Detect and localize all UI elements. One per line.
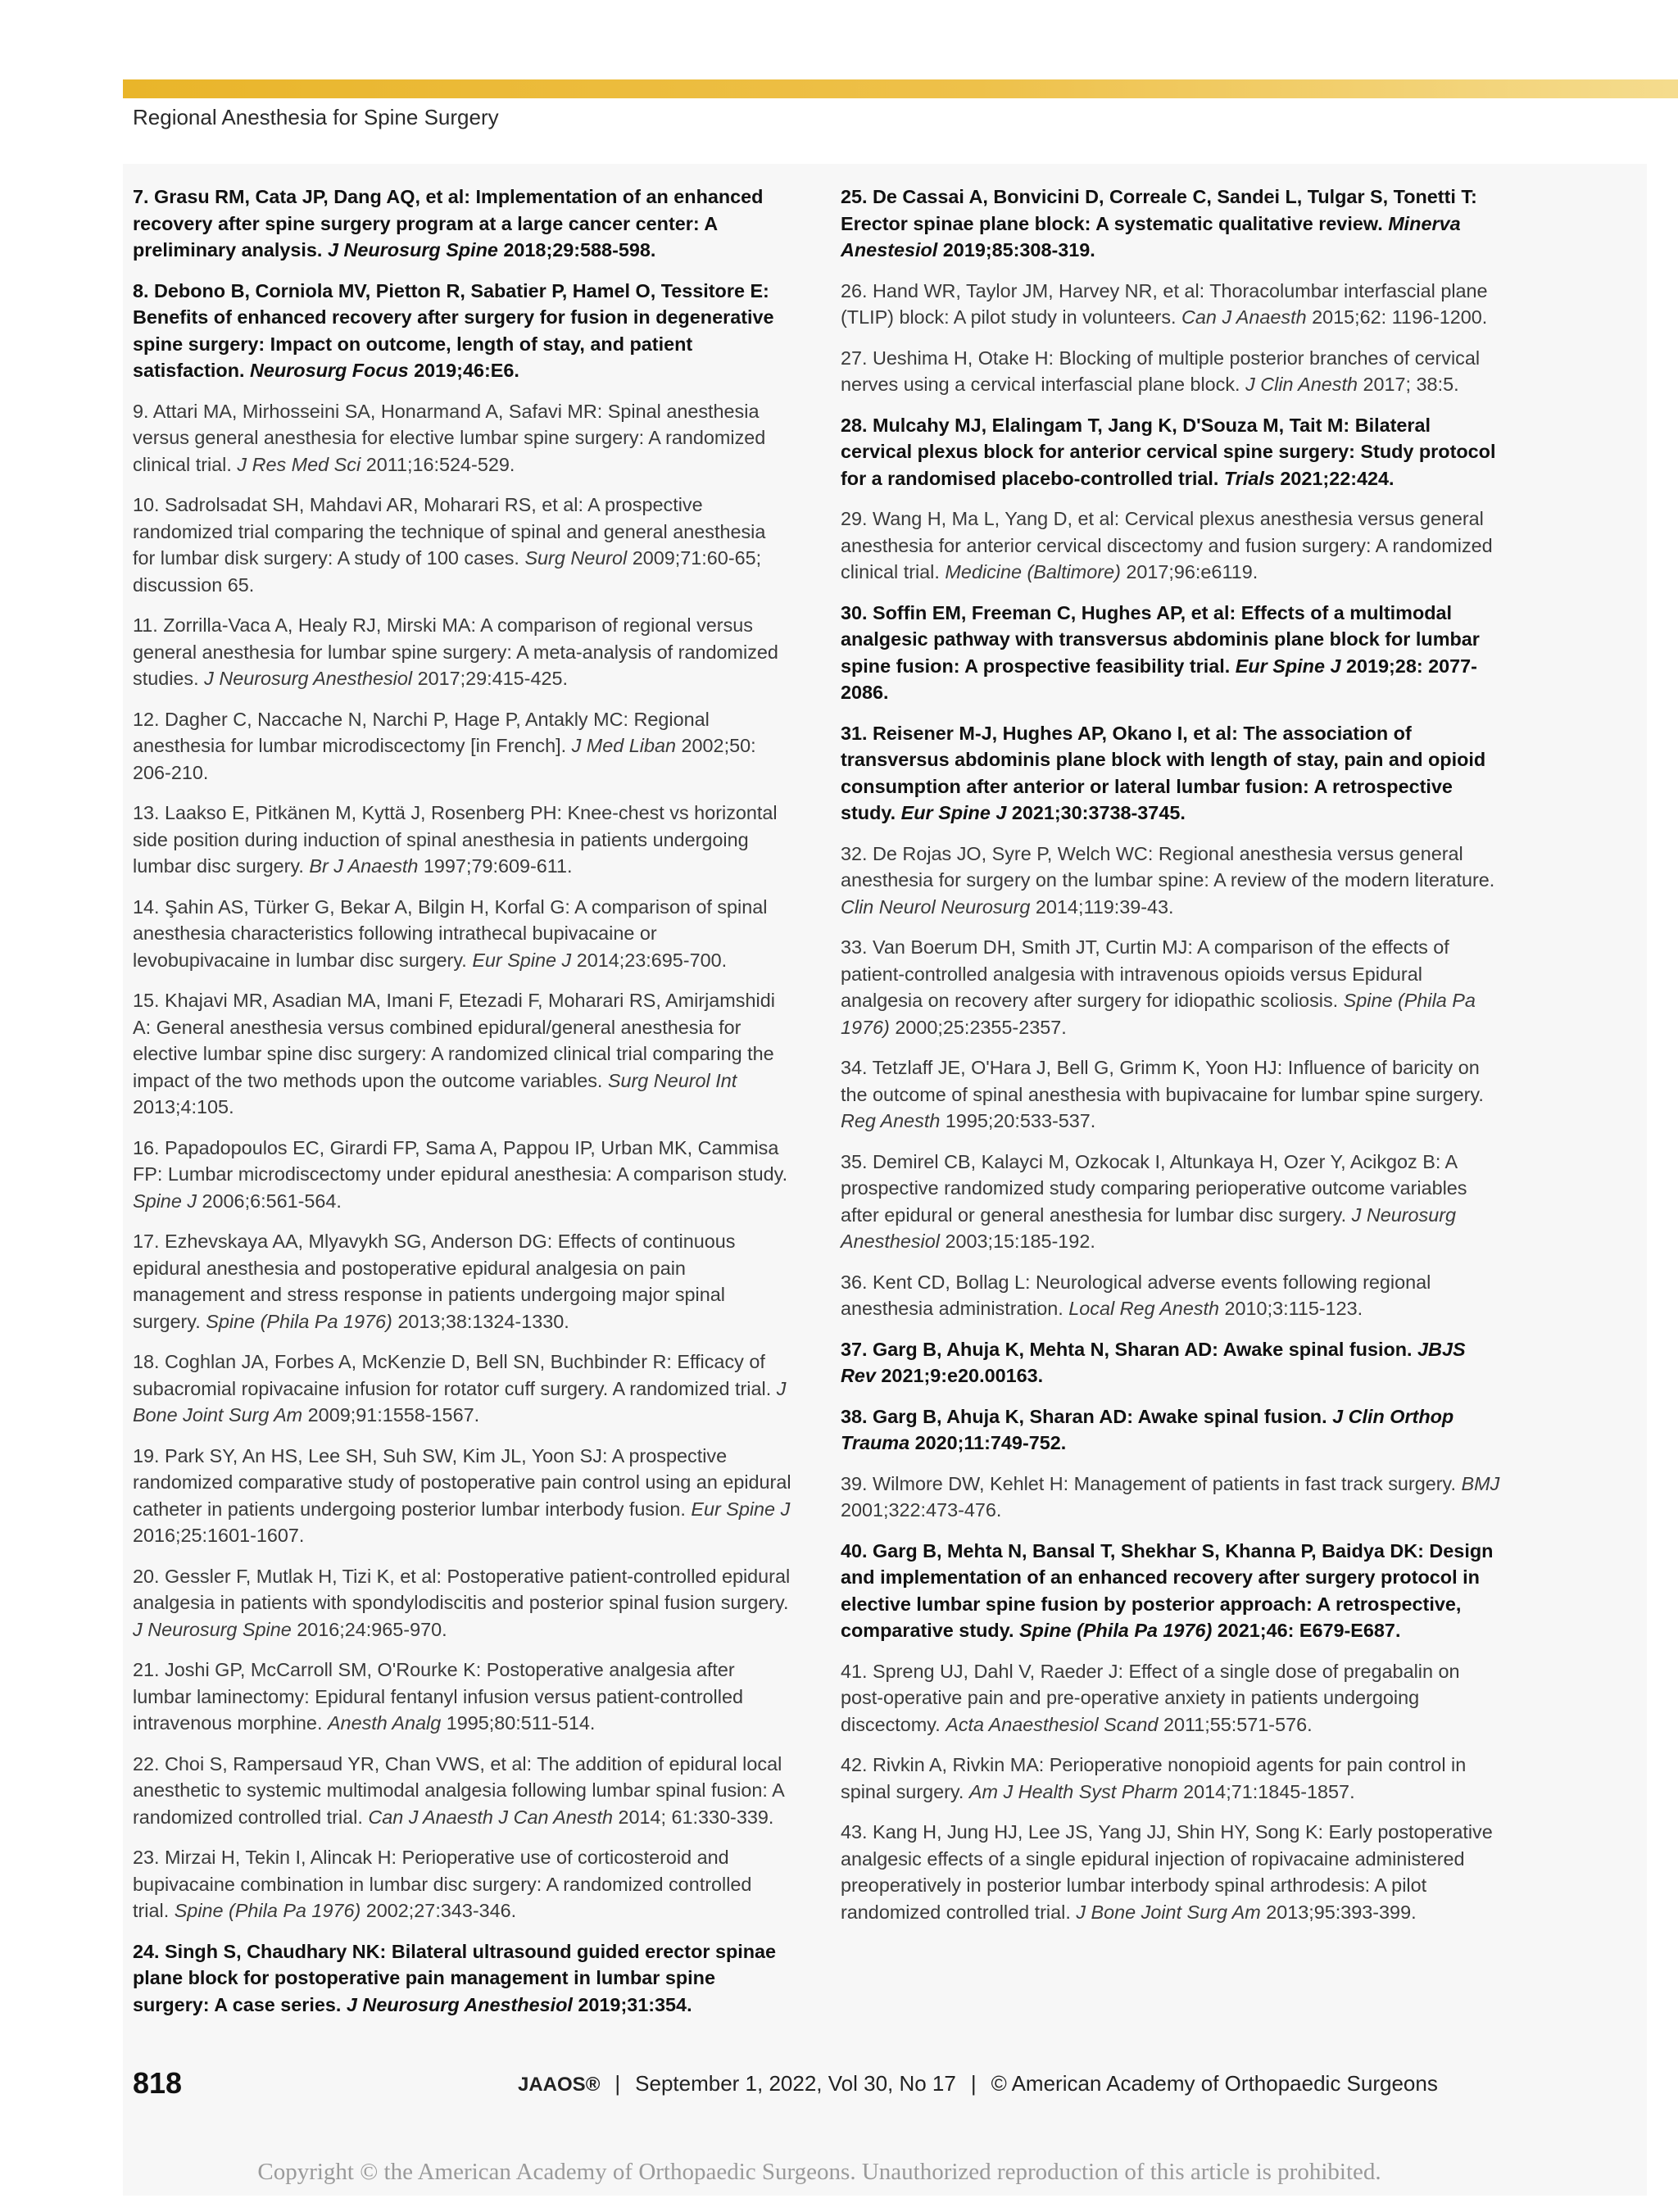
reference-item [841,600,1501,706]
reference-number: 41. [841,1660,868,1682]
reference-item [133,706,793,786]
reference-item [841,1403,1501,1457]
reference-text: Van Boerum DH, Smith JT, Curtin MJ: A comparison of the effects of patient-controlled analgesia with intravenous opioids versus Epidural analgesia on recovery after surgery for idiopathic scoliosis. [841,936,1449,1011]
reference-text: Choi S, Rampersaud YR, Chan VWS, et al: The addition of epidural local anesthetic to systemic multimodal analgesia following lumbar spinal fusion: A randomized controlled trial. [133,1752,784,1828]
footer-citation [518,2071,1501,2096]
reference-text: Laakso E, Pitkänen M, Kyttä J, Rosenberg PH: Knee-chest vs horizontal side position during induction of spinal anesthesia in patients undergoing lumbar disc surgery. [133,802,778,877]
reference-journal: J Clin Orthop Trauma [841,1405,1454,1453]
reference-citation: 2017; 38:5. [1363,374,1459,395]
reference-journal: J Res Med Sci [237,453,361,475]
reference-item [133,1938,793,2019]
reference-citation: 2009;71:60-65; discussion 65. [133,547,762,596]
reference-number: 33. [841,936,868,958]
reference-number: 9. [133,400,149,422]
reference-journal: Neurosurg Focus [249,360,409,381]
reference-number: 39. [841,1472,868,1494]
reference-journal: Spine (Phila Pa 1976) [206,1310,392,1332]
reference-journal: Clin Neurol Neurosurg [841,895,1031,918]
reference-text: Demirel CB, Kalayci M, Ozkocak I, Altunkaya H, Ozer Y, Acikgoz B: A prospective randomized study comparing perioperative outcome variables after epidural or general anesthesia for lumbar disc surgery. [841,1150,1467,1226]
reference-text: Wilmore DW, Kehlet H: Management of patients in fast track surgery. [873,1472,1456,1494]
reference-journal: Br J Anaesth [309,855,419,877]
reference-number: 25. [841,186,868,207]
reference-text: Kang H, Jung HJ, Lee JS, Yang JJ, Shin HY, Song K: Early postoperative analgesic effects of a single epidural injection of ropivacaine administered preoperatively in posterior lumbar interbody spinal arthrodesis: A pilot randomized controlled trial. [841,1821,1493,1923]
reference-citation: 2021;22:424. [1280,467,1395,489]
reference-journal: Acta Anaesthesiol Scand [946,1713,1159,1735]
reference-journal: J Neurosurg Spine [327,239,498,261]
reference-text: Spreng UJ, Dahl V, Raeder J: Effect of a single dose of pregabalin on post-operative pain and pre-operative anxiety in patients undergoing discectomy. [841,1660,1460,1735]
reference-item [841,412,1501,492]
reference-number: 22. [133,1752,160,1775]
reference-citation: 2019;28: 2077-2086. [841,655,1477,703]
reference-text: Sadrolsadat SH, Mahdavi AR, Moharari RS, et al: A prospective randomized trial comparing the technique of spinal and general anesthesia for lumbar disk surgery: A study of 100 cases. [133,494,766,569]
reference-number: 43. [841,1821,868,1843]
reference-text: Ezhevskaya AA, Mlyavykh SG, Anderson DG: Effects of continuous epidural anesthesia and postoperative epidural analgesia on pain management and stress response in patients undergoing major spinal surgery. [133,1231,736,1332]
reference-item [841,1471,1501,1524]
reference-item [133,987,793,1121]
reference-journal: J Bone Joint Surg Am [133,1377,787,1426]
reference-citation: 2019;46:E6. [414,360,519,381]
footer-separator: | [970,2071,977,2096]
reference-journal: J Neurosurg Anesthesiol [204,668,413,689]
copyright-notice: Copyright © the American Academy of Orthopaedic Surgeons. Unauthorized reproduction of this article is prohibited. [257,2159,1381,2185]
footer-separator: | [615,2071,621,2096]
reference-number: 21. [133,1659,160,1680]
reference-journal: Spine (Phila Pa 1976) [174,1900,361,1921]
reference-item [133,800,793,880]
reference-citation: 2016;25:1601-1607. [133,1525,305,1546]
reference-citation: 2011;16:524-529. [365,453,515,475]
reference-item [133,278,793,384]
reference-citation: 2016;24:965-970. [297,1618,447,1640]
reference-item [133,1657,793,1737]
page-number: 818 [133,2066,183,2100]
reference-text: Singh S, Chaudhary NK: Bilateral ultrasound guided erector spinae plane block for postoperative pain management in lumbar spine surgery: A case series. [133,1940,777,2015]
reference-number: 32. [841,842,868,864]
reference-item [133,1443,793,1549]
reference-text: Garg B, Ahuja K, Mehta N, Sharan AD: Awake spinal fusion. [873,1338,1413,1360]
journal-brand: JAAOS® [518,2074,601,2096]
reference-citation: 2014;23:695-700. [576,949,728,971]
reference-journal: J Neurosurg Spine [133,1618,292,1640]
reference-text: Zorrilla-Vaca A, Healy RJ, Mirski MA: A comparison of regional versus general anesthesia for lumbar spine surgery: A meta-analysis of randomized studies. [133,614,778,689]
reference-citation: 2013;38:1324-1330. [397,1310,569,1332]
reference-citation: 2021;9:e20.00163. [881,1365,1044,1386]
reference-number: 16. [133,1136,160,1158]
reference-text: Soffin EM, Freeman C, Hughes AP, et al: Effects of a multimodal analgesic pathway with transversus abdominis plane block for lumbar spine fusion: A prospective feasibility trial. [841,601,1480,677]
reference-number: 26. [841,279,868,301]
reference-number: 31. [841,722,868,744]
reference-journal: J Bone Joint Surg Am [1076,1901,1261,1923]
reference-journal: Spine (Phila Pa 1976) [841,990,1476,1038]
reference-number: 36. [841,1271,868,1293]
reference-number: 13. [133,802,160,823]
reference-journal: JBJS Rev [841,1338,1466,1386]
reference-text: Reisener M-J, Hughes AP, Okano I, et al: The association of transversus abdominis plane block with length of stay, pain and opioid consumption after anterior or lateral lumbar fusion: A retrospective study. [841,722,1486,823]
reference-item [133,1349,793,1429]
reference-journal: Spine (Phila Pa 1976) [1018,1620,1213,1641]
reference-journal: Spine J [133,1190,197,1212]
reference-text: Khajavi MR, Asadian MA, Imani F, Etezadi F, Moharari RS, Amirjamshidi A: General anesthesia versus combined epidural/general anesthesia for elective lumbar spine disc surgery: A randomized clinical trial comparing the impact of the two methods upon the outcome variables. [133,990,775,1091]
reference-citation: 2020;11:749-752. [914,1432,1067,1453]
reference-number: 11. [133,614,158,636]
reference-text: Kent CD, Bollag L: Neurological adverse events following regional anesthesia administration. [841,1271,1431,1319]
reference-citation: 2010;3:115-123. [1224,1298,1363,1319]
reference-citation: 2021;30:3738-3745. [1011,802,1186,823]
reference-number: 24. [133,1940,160,1962]
reference-text: Debono B, Corniola MV, Pietton R, Sabatier P, Hamel O, Tessitore E: Benefits of enhanced recovery after surgery for fusion in degenerative spine surgery: Impact on outcome, length of stay, and patient satisfaction. [133,279,774,381]
header-accent-bar [123,79,1678,98]
reference-citation: 2009;91:1558-1567. [307,1404,480,1426]
reference-citation: 2014;119:39-43. [1035,895,1174,918]
reference-item [133,1563,793,1643]
reference-number: 28. [841,414,868,436]
reference-number: 8. [133,279,149,301]
reference-item [841,345,1501,398]
reference-item [133,1135,793,1215]
reference-journal: BMJ [1461,1472,1500,1494]
reference-item [133,492,793,598]
reference-text: Park SY, An HS, Lee SH, Suh SW, Kim JL, Yoon SJ: A prospective randomized comparative study of postoperative pain control using an epidural catheter in patients undergoing posterior lumbar interbody fusion. [133,1444,791,1520]
reference-citation: 2002;50: 206-210. [133,735,756,783]
copyright-holder: © American Academy of Orthopaedic Surgeons [991,2071,1438,2096]
reference-text: Papadopoulos EC, Girardi FP, Sama A, Pappou IP, Urban MK, Cammisa FP: Lumbar microdiscectomy under epidural anesthesia: A comparison study. [133,1136,788,1185]
reference-journal: Surg Neurol Int [607,1069,737,1091]
reference-item [841,720,1501,827]
reference-number: 27. [841,347,868,369]
issue-info: September 1, 2022, Vol 30, No 17 [635,2071,956,2096]
reference-text: Mulcahy MJ, Elalingam T, Jang K, D'Souza M, Tait M: Bilateral cervical plexus block for anterior cervical spine surgery: Study protocol for a randomised placebo-controlled trial. [841,414,1496,489]
reference-journal: Surg Neurol [524,547,628,569]
reference-item [841,278,1501,331]
reference-number: 34. [841,1057,868,1078]
reference-item [841,1269,1501,1322]
reference-text: De Rojas JO, Syre P, Welch WC: Regional anesthesia versus general anesthesia for surgery on the lumbar spine: A review of the modern literature. [841,842,1495,891]
reference-text: Grasu RM, Cata JP, Dang AQ, et al: Implementation of an enhanced recovery after spine surgery program at a large cancer center: A preliminary analysis. [133,186,764,261]
reference-journal: Eur Spine J [1235,655,1341,677]
reference-journal: Trials [1223,467,1275,489]
reference-item [133,612,793,692]
reference-citation: 2002;27:343-346. [365,1900,517,1921]
reference-item [841,1538,1501,1644]
reference-citation: 2000;25:2355-2357. [895,1016,1067,1038]
reference-citation: 1995;80:511-514. [446,1712,596,1734]
reference-number: 14. [133,895,160,918]
reference-journal: Anesth Analg [327,1712,442,1734]
reference-citation: 1997;79:609-611. [423,855,573,877]
reference-item [133,1844,793,1924]
reference-citation: 2017;29:415-425. [417,668,568,689]
reference-text: Garg B, Mehta N, Bansal T, Shekhar S, Khanna P, Baidya DK: Design and implementation of an enhanced recovery after surgery protocol in elective lumbar spine fusion by posterior approach: A retrospective, comparative study. [841,1539,1494,1641]
reference-number: 7. [133,186,149,207]
reference-text: Mirzai H, Tekin I, Alincak H: Perioperative use of corticosteroid and bupivacaine combination in lumbar disc surgery: A randomized controlled trial. [133,1847,752,1921]
reference-item [841,1819,1501,1925]
reference-item [841,1336,1501,1389]
reference-citation: 2019;31:354. [578,1993,692,2015]
reference-item [841,934,1501,1040]
reference-number: 18. [133,1351,160,1372]
reference-item [133,894,793,974]
reference-text: Wang H, Ma L, Yang D, et al: Cervical plexus anesthesia versus general anesthesia for anterior cervical discectomy and fusion surgery: A randomized clinical trial. [841,508,1493,582]
reference-citation: 2013;95:393-399. [1266,1901,1417,1923]
reference-item [841,841,1501,921]
reference-text: Hand WR, Taylor JM, Harvey NR, et al: Thoracolumbar interfascial plane (TLIP) block: A pilot study in volunteers. [841,279,1488,328]
reference-text: Şahin AS, Türker G, Bekar A, Bilgin H, Korfal G: A comparison of spinal anesthesia characteristics following intrathecal bupivacaine or levobupivacaine in lumbar disc surgery. [133,895,768,971]
reference-text: Tetzlaff JE, O'Hara J, Bell G, Grimm K, Yoon HJ: Influence of baricity on the outcome of spinal anesthesia with bupivacaine for lumbar spine surgery. [841,1057,1484,1105]
reference-journal: Am J Health Syst Pharm [968,1780,1178,1802]
reference-column-left [133,184,793,2032]
reference-citation: 2003;15:185-192. [945,1231,1095,1252]
reference-number: 35. [841,1150,868,1172]
reference-journal: J Clin Anesth [1245,374,1358,395]
reference-text: Rivkin A, Rivkin MA: Perioperative nonopioid agents for pain control in spinal surgery. [841,1754,1467,1802]
reference-journal: Can J Anaesth [1181,306,1307,328]
reference-text: Ueshima H, Otake H: Blocking of multiple posterior branches of cervical nerves using a cervical interfascial plane block. [841,347,1481,395]
reference-journal: Eur Spine J [900,802,1007,823]
reference-text: Joshi GP, McCarroll SM, O'Rourke K: Postoperative analgesia after lumbar laminectomy: Epidural fentanyl infusion versus patient-controlled intravenous morphine. [133,1659,743,1734]
reference-citation: 2019;85:308-319. [942,239,1095,261]
reference-number: 12. [133,708,160,730]
reference-journal: Eur Spine J [472,949,572,971]
reference-item [133,1228,793,1335]
reference-item [133,1751,793,1831]
reference-text: Attari MA, Mirhosseini SA, Honarmand A, Safavi MR: Spinal anesthesia versus general anesthesia for elective lumbar spine surgery: A randomized clinical trial. [133,400,766,475]
reference-citation: 1995;20:533-537. [945,1110,1096,1131]
reference-citation: 2021;46: E679-E687. [1217,1620,1401,1641]
reference-number: 15. [133,990,160,1011]
reference-journal: J Med Liban [571,735,677,756]
reference-journal: Reg Anesth [841,1110,941,1131]
reference-number: 23. [133,1847,160,1868]
running-header: Regional Anesthesia for Spine Surgery [133,105,499,129]
reference-citation: 2014; 61:330-339. [618,1806,774,1828]
reference-number: 10. [133,494,160,515]
reference-item [133,398,793,478]
reference-citation: 2018;29:588-598. [503,239,656,261]
reference-item [841,1149,1501,1255]
reference-number: 19. [133,1444,160,1466]
reference-text: Garg B, Ahuja K, Sharan AD: Awake spinal fusion. [873,1405,1327,1427]
reference-item [133,184,793,264]
reference-number: 37. [841,1338,868,1360]
reference-number: 40. [841,1539,868,1562]
reference-item [841,505,1501,586]
reference-item [841,1658,1501,1738]
reference-citation: 2011;55:571-576. [1163,1713,1313,1735]
reference-item [841,184,1501,264]
reference-citation: 2015;62: 1196-1200. [1312,306,1488,328]
reference-number: 30. [841,601,868,623]
reference-journal: J Neurosurg Anesthesiol [346,1993,573,2015]
reference-journal: Eur Spine J [691,1498,791,1520]
reference-journal: Local Reg Anesth [1068,1298,1220,1319]
reference-number: 17. [133,1231,160,1252]
reference-journal: Medicine (Baltimore) [945,561,1121,582]
reference-journal: Minerva Anestesiol [841,212,1461,261]
reference-journal: Can J Anaesth J Can Anesth [368,1806,613,1828]
reference-number: 29. [841,508,868,529]
reference-text: De Cassai A, Bonvicini D, Correale C, Sandei L, Tulgar S, Tonetti T: Erector spinae plane block: A systematic qualitative review. [841,186,1477,234]
reference-citation: 2006;6:561-564. [202,1190,342,1212]
reference-citation: 2017;96:e6119. [1126,561,1258,582]
reference-citation: 2014;71:1845-1857. [1183,1780,1355,1802]
reference-number: 42. [841,1754,868,1775]
reference-number: 20. [133,1565,160,1587]
reference-text: Dagher C, Naccache N, Narchi P, Hage P, Antakly MC: Regional anesthesia for lumbar microdiscectomy [in French]. [133,708,710,756]
reference-item [841,1054,1501,1135]
reference-item [841,1752,1501,1805]
reference-journal: J Neurosurg Anesthesiol [841,1203,1457,1252]
reference-citation: 2013;4:105. [133,1096,234,1117]
reference-text: Gessler F, Mutlak H, Tizi K, et al: Postoperative patient-controlled epidural analgesia in patients with spondylodiscitis and posterior spinal fusion surgery. [133,1565,791,1613]
reference-citation: 2001;322:473-476. [841,1499,1002,1521]
reference-number: 38. [841,1405,868,1427]
reference-column-right [841,184,1501,1939]
reference-text: Coghlan JA, Forbes A, McKenzie D, Bell SN, Buchbinder R: Efficacy of subacromial ropivacaine infusion for rotator cuff surgery. A randomized trial. [133,1351,772,1399]
